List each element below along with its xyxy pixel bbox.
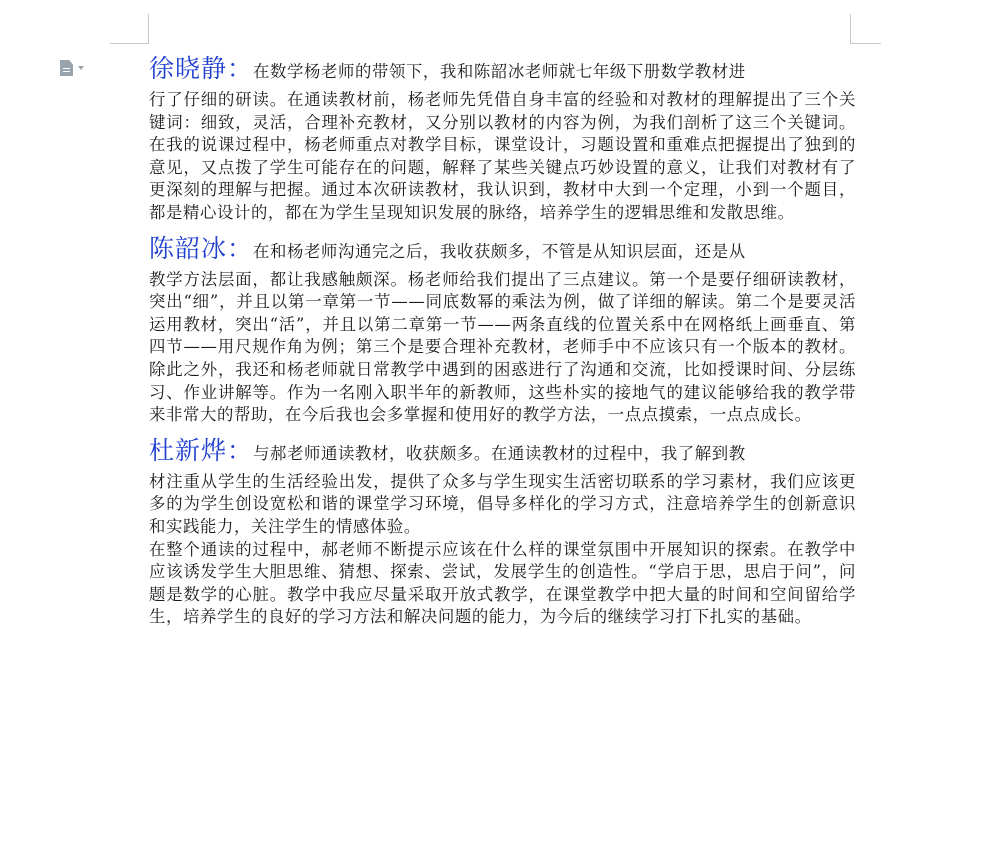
section-du-xinye <box>149 434 856 629</box>
document-body <box>149 52 856 636</box>
section-first-line <box>149 232 856 269</box>
paragraph-layout-button[interactable] <box>60 58 104 78</box>
section-first-line <box>149 52 856 89</box>
section-first-text: 在和杨老师沟通完之后，我收获颇多，不管是从知识层面，还是从 <box>253 241 746 261</box>
margin-mark-top-right <box>850 14 881 44</box>
speaker-name: 陈韶冰： <box>149 233 254 263</box>
section-first-text: 与郝老师通读教材，收获颇多。在通读教材的过程中，我了解到教 <box>253 443 746 463</box>
margin-mark-top-left <box>110 14 149 44</box>
section-chen-shaobing <box>149 232 856 427</box>
speaker-name: 杜新烨： <box>149 435 254 465</box>
section-extra-paragraph: 在整个通读的过程中，郝老师不断提示应该在什么样的课堂氛围中开展知识的探索。在教学中应该诱发学生大胆思维、猜想、探索、尝试，发展学生的创造性。“学启于思，思启于问”，问题是数学的心脏。教学中我应尽量采取开放式教学，在课堂教学中把大量的时间和空间留给学生，培养学生的良好的学习方法和解决问题的能力，为今后的继续学习打下扎实的基础。 <box>149 539 856 627</box>
section-body: 行了仔细的研读。在通读教材前，杨老师先凭借自身丰富的经验和对教材的理解提出了三个关键词：细致，灵活，合理补充教材，又分别以教材的内容为例，为我们剖析了这三个关键词。在我的说课过程中，杨老师重点对教学目标，课堂设计，习题设置和重难点把握提出了独到的意见，又点拨了学生可能存在的问题，解释了某些关键点巧妙设置的意义，让我们对教材有了更深刻的理解与把握。通过本次研读教材，我认识到，教材中大到一个定理，小到一个题目，都是精心设计的，都在为学生呈现知识发展的脉络，培养学生的逻辑思维和发散思维。 <box>149 90 856 222</box>
section-first-text: 在数学杨老师的带领下，我和陈韶冰老师就七年级下册数学教材进 <box>253 62 746 81</box>
speaker-name: 徐晓静： <box>149 54 254 83</box>
section-xu-xiaojing <box>149 52 856 225</box>
section-body: 教学方法层面，都让我感触颇深。杨老师给我们提出了三点建议。第一个是要仔细研读教材，突出“细”，并且以第一章第一节——同底数幂的乘法为例，做了详细的解读。第二个是要灵活运用教材，突出“活”，并且以第二章第一节——两条直线的位置关系中在网格纸上画垂直、第四节——用尺规作角为例；第三个是要合理补充教材，老师手中不应该只有一个版本的教材。除此之外，我还和杨老师就日常教学中遇到的困惑进行了沟通和交流，比如授课时间、分层练习、作业讲解等。作为一名刚入职半年的新教师，这些朴实的接地气的建议能够给我的教学带来非常大的帮助，在今后我也会多掌握和使用好的教学方法，一点点摸索，一点点成长。 <box>149 269 856 425</box>
document-icon <box>60 60 73 76</box>
section-first-line <box>149 434 856 471</box>
section-body: 材注重从学生的生活经验出发，提供了众多与学生现实生活密切联系的学习素材，我们应该更多的为学生创设宽松和谐的课堂学习环境，倡导多样化的学习方式，注意培养学生的创新意识和实践能力，关注学生的情感体验。 <box>149 471 856 536</box>
chevron-down-icon <box>78 66 84 70</box>
